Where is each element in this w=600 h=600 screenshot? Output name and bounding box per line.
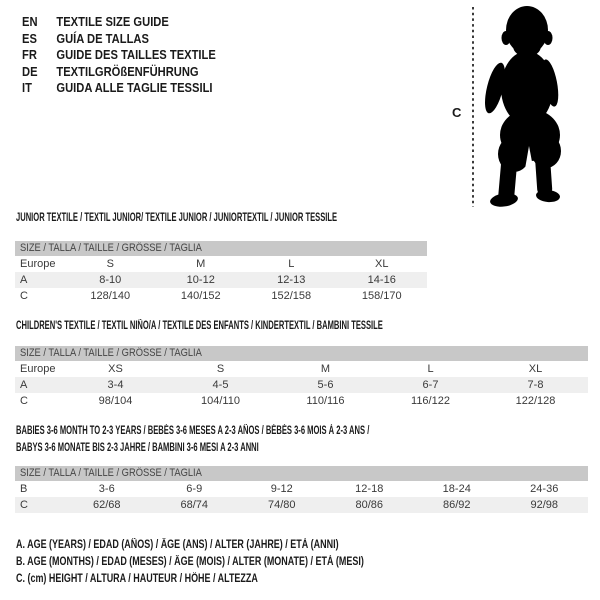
note-c: C. (cm) HEIGHT / ALTURA / HAUTEUR / HÖHE / ALTEZZA — [16, 573, 258, 585]
size-cell: L — [288, 258, 295, 270]
size-cell: 158/170 — [361, 290, 402, 303]
size-cell: 18-24 — [442, 483, 471, 495]
language-title: TEXTILE SIZE GUIDE — [56, 14, 169, 29]
language-code: FR — [22, 47, 37, 62]
size-cell: 9-12 — [270, 483, 293, 495]
size-cell: 152/158 — [271, 290, 312, 303]
size-cell: 6-9 — [186, 483, 203, 495]
size-cell: 140/152 — [180, 290, 221, 303]
size-cell: XS — [108, 363, 123, 375]
height-measure-label: C — [452, 105, 462, 120]
row-label: C — [20, 499, 28, 512]
size-cell: 74/80 — [267, 499, 296, 512]
babies-size-table — [15, 466, 588, 513]
size-cell: 14-16 — [367, 274, 396, 287]
size-cell: XL — [375, 258, 389, 270]
size-cell: 128/140 — [90, 290, 131, 303]
language-code: ES — [22, 30, 37, 46]
size-cell: 68/74 — [180, 499, 209, 512]
table-row — [15, 481, 588, 497]
size-cell: 122/128 — [515, 395, 556, 408]
table-row — [15, 361, 588, 377]
header-line-en — [22, 14, 247, 31]
size-cell: S — [106, 258, 114, 270]
size-cell: 86/92 — [442, 499, 471, 512]
table-row — [15, 256, 427, 272]
language-code: DE — [22, 63, 38, 79]
babies-section-title — [16, 423, 551, 457]
junior-size-table — [15, 241, 427, 305]
size-cell: 3-4 — [107, 379, 124, 392]
language-code: IT — [22, 80, 32, 95]
row-label: C — [20, 290, 28, 303]
table-row — [15, 393, 588, 409]
size-cell: 110/116 — [306, 395, 345, 408]
size-cell: 10-12 — [186, 274, 215, 287]
babies-title-line2: BABYS 3-6 MONATE BIS 2-3 JAHRE / BAMBINI 3-6 MESI A 2-3 ANNI — [16, 442, 259, 454]
size-header-bar — [15, 241, 427, 256]
size-header-bar — [15, 466, 588, 481]
note-a: A. AGE (YEARS) / EDAD (AÑOS) / ÂGE (ANS) / ALTER (JAHRE) / ETÀ (ANNI) — [16, 539, 339, 551]
language-code: EN — [22, 14, 38, 29]
table-row — [15, 497, 588, 513]
size-cell: 7-8 — [527, 379, 544, 392]
row-label: A — [20, 274, 28, 287]
size-cell: S — [216, 363, 225, 375]
babies-title-line1: BABIES 3-6 MONTH TO 2-3 YEARS / BEBÉS 3-6 MESES A 2-3 AÑOS / BÉBÉS 3-6 MOIS À 2-3 ANS / — [16, 425, 370, 437]
size-cell: 104/110 — [201, 395, 240, 408]
size-cell: 98/104 — [98, 395, 133, 408]
size-cell: 116/122 — [411, 395, 450, 408]
header-line-de — [22, 64, 247, 81]
size-cell: 5-6 — [317, 379, 334, 392]
note-b: B. AGE (MONTHS) / EDAD (MESES) / ÂGE (MOIS) / ALTER (MONATE) / ETÀ (MESI) — [16, 556, 364, 568]
size-header-label: SIZE / TALLA / TAILLE / GRÖSSE / TAGLIA — [20, 347, 202, 359]
size-cell: 12-18 — [355, 483, 384, 495]
baby-silhouette-icon — [478, 4, 573, 209]
table-row — [15, 272, 427, 288]
row-label: Europe — [20, 363, 56, 375]
size-header-label: SIZE / TALLA / TAILLE / GRÖSSE / TAGLIA — [20, 242, 202, 254]
size-cell: M — [320, 363, 331, 375]
size-cell: 12-13 — [277, 274, 306, 287]
size-cell: 8-10 — [99, 274, 122, 287]
size-header-label: SIZE / TALLA / TAILLE / GRÖSSE / TAGLIA — [20, 467, 202, 479]
size-cell: 92/98 — [530, 499, 559, 512]
size-cell: 80/86 — [355, 499, 384, 512]
size-cell: L — [427, 363, 434, 375]
row-label: B — [20, 483, 28, 495]
junior-section-title: JUNIOR TEXTILE / TEXTIL JUNIOR/ TEXTILE JUNIOR / JUNIORTEXTIL / JUNIOR TESSILE — [16, 212, 338, 224]
size-cell: 3-6 — [98, 483, 115, 495]
header-line-es — [22, 31, 247, 48]
height-measure-line — [471, 7, 475, 207]
row-label: C — [20, 395, 28, 408]
table-row — [15, 288, 427, 304]
size-cell: 6-7 — [422, 379, 439, 392]
legend-notes — [16, 537, 462, 588]
language-title: GUIDE DES TAILLES TEXTILE — [56, 47, 216, 62]
size-cell: XL — [528, 363, 543, 375]
table-row — [15, 377, 588, 393]
header-line-fr — [22, 47, 247, 64]
size-cell: M — [196, 258, 206, 270]
language-title: GUIDA ALLE TAGLIE TESSILI — [56, 80, 213, 95]
children-size-table — [15, 346, 588, 410]
language-title: TEXTILGRÖßENFÜHRUNG — [56, 63, 199, 79]
row-label: Europe — [20, 258, 56, 270]
children-section-title: CHILDREN'S TEXTILE / TEXTIL NIÑO/A / TEXTILE DES ENFANTS / KINDERTEXTIL / BAMBINI TESSILE — [16, 320, 383, 332]
language-header — [22, 14, 247, 97]
size-header-bar — [15, 346, 588, 361]
row-label: A — [20, 379, 28, 392]
language-title: GUÍA DE TALLAS — [56, 30, 149, 46]
size-cell: 24-36 — [530, 483, 559, 495]
header-line-it — [22, 80, 247, 97]
size-cell: 4-5 — [212, 379, 229, 392]
size-cell: 62/68 — [92, 499, 121, 512]
